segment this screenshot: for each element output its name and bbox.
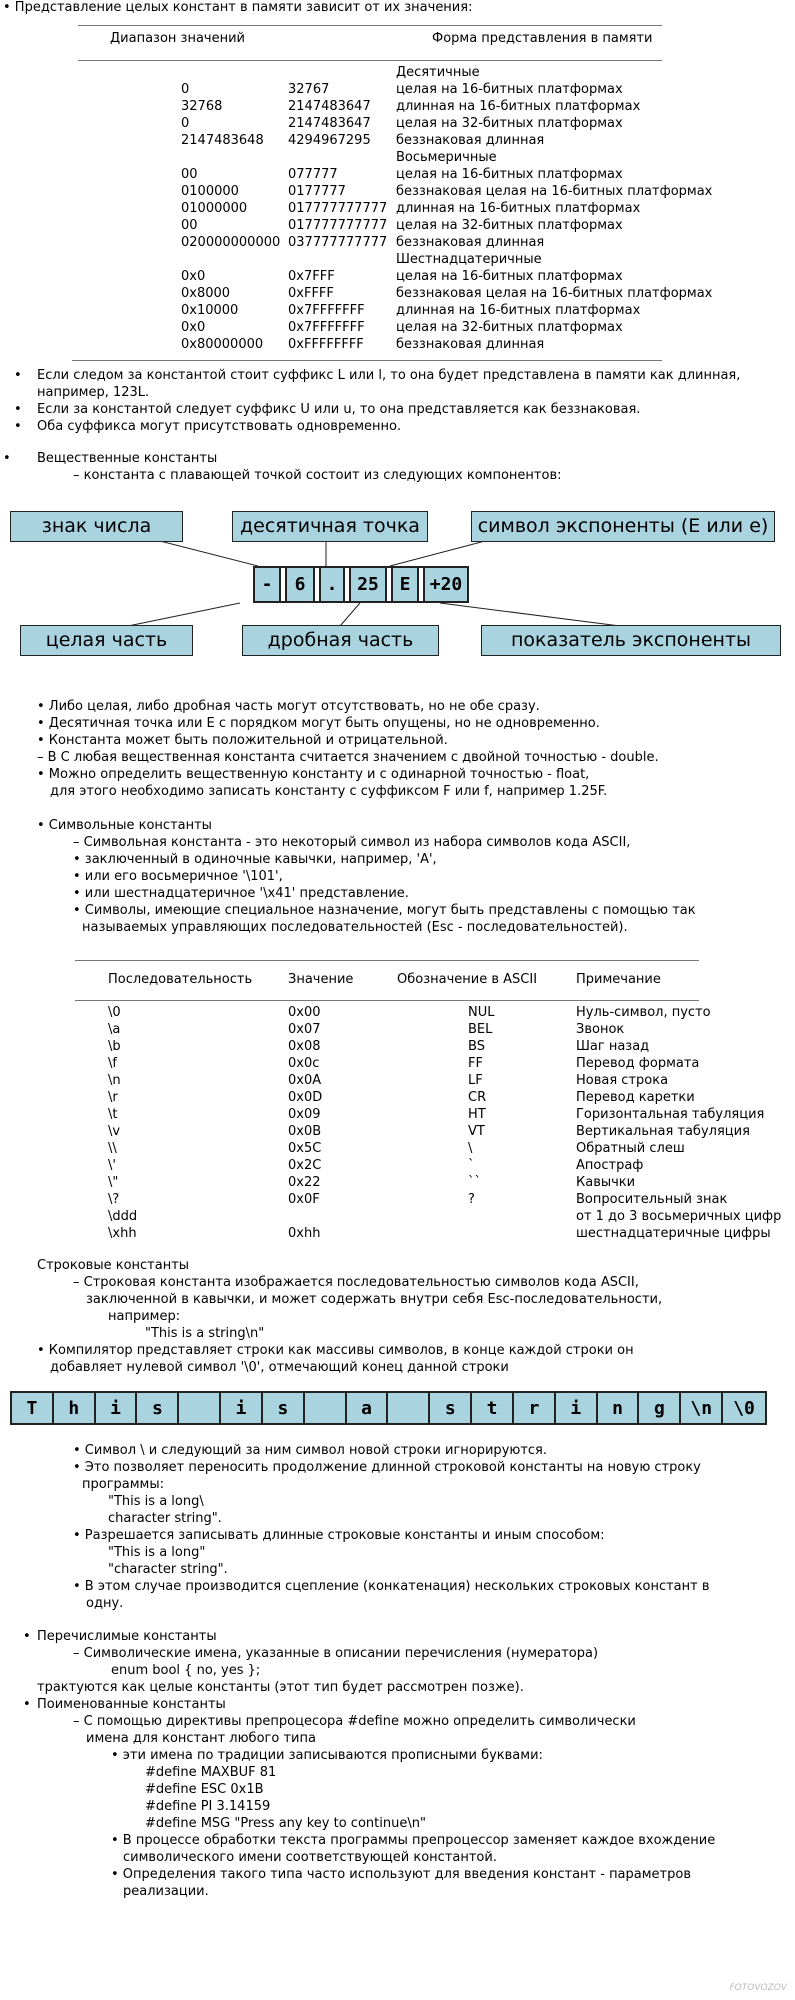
string-cell: r <box>514 1393 556 1423</box>
esc-value: 0x5C <box>288 1141 322 1156</box>
label-sign: знак числа <box>10 511 183 542</box>
esc-seq: \t <box>108 1107 118 1122</box>
named-line: • Определения такого типа часто используют для введения констант - параметров <box>111 1867 691 1882</box>
int-form: длинная на 16-битных платформах <box>396 303 641 318</box>
esc-note: Обратный слеш <box>576 1141 685 1156</box>
int-form: беззнаковая длинная <box>396 133 545 148</box>
string-note: • Это позволяет переносить продолжение длинной строковой константы на новую строку <box>73 1460 701 1475</box>
bullet-dot: • <box>14 419 22 434</box>
esc-note: Шаг назад <box>576 1039 650 1054</box>
int-range-to: 0xFFFFFFFF <box>288 337 364 352</box>
esc-value: 0x0D <box>288 1090 323 1105</box>
label-int-part: целая часть <box>20 625 193 656</box>
int-range-to: 017777777777 <box>288 218 388 233</box>
esc-note: Новая строка <box>576 1073 669 1088</box>
bullet-dot: • <box>14 368 22 383</box>
string-cell: g <box>640 1393 682 1423</box>
esc-header-ascii: Обозначение в ASCII <box>397 972 538 987</box>
esc-value: 0x0F <box>288 1192 320 1207</box>
int-form: целая на 16-битных платформах <box>396 82 623 97</box>
int-range-from: 32768 <box>181 99 223 114</box>
enum-line: трактуются как целые константы (этот тип будет рассмотрен позже). <box>37 1680 524 1695</box>
string-cell: t <box>472 1393 514 1423</box>
esc-seq: \n <box>108 1073 121 1088</box>
string-note: • В этом случае производится сцепление (конкатенация) нескольких строковых констант в <box>73 1579 710 1594</box>
esc-seq: \f <box>108 1056 117 1071</box>
int-range-from: 00 <box>181 167 198 182</box>
int-range-from: 0 <box>181 116 190 131</box>
esc-note: Перевод формата <box>576 1056 700 1071</box>
char-line: называемых управляющих последовательностей (Esc - последовательностей). <box>82 920 628 935</box>
int-range-from: 00 <box>181 218 198 233</box>
int-section-label: Десятичные <box>396 65 480 80</box>
esc-seq: \v <box>108 1124 121 1139</box>
int-range-from: 0x80000000 <box>181 337 264 352</box>
int-table-header-form: Форма представления в памяти <box>432 31 653 46</box>
esc-seq: \r <box>108 1090 118 1105</box>
char-line: • заключенный в одиночные кавычки, например, 'A', <box>73 852 437 867</box>
string-cell: i <box>556 1393 598 1423</box>
string-cell: i <box>96 1393 138 1423</box>
named-title: Поименованные константы <box>37 1697 226 1712</box>
string-line: • Компилятор представляет строки как массивы символов, в конце каждой строки он <box>37 1343 634 1358</box>
int-range-to: 2147483647 <box>288 99 371 114</box>
char-line: • Символы, имеющие специальное назначение, могут быть представлены с помощью так <box>73 903 696 918</box>
string-cell: \n <box>681 1393 723 1423</box>
int-range-to: 017777777777 <box>288 201 388 216</box>
esc-seq: \a <box>108 1022 121 1037</box>
int-section-label: Восьмеричные <box>396 150 497 165</box>
esc-table-header-rule <box>75 1000 699 1001</box>
esc-note: Горизонтальная табуляция <box>576 1107 765 1122</box>
string-cell: s <box>263 1393 305 1423</box>
string-note: "character string". <box>108 1562 228 1577</box>
esc-note: Апостраф <box>576 1158 644 1173</box>
int-range-from: 0x8000 <box>181 286 231 301</box>
int-form: беззнаковая целая на 16-битных платформах <box>396 286 713 301</box>
define-line: #define PI 3.14159 <box>145 1799 271 1814</box>
esc-note: шестнадцатеричные цифры <box>576 1226 771 1241</box>
int-form: длинная на 16-битных платформах <box>396 201 641 216</box>
named-line: • В процессе обработки текста программы препроцессор заменяет каждое вхождение <box>111 1833 716 1848</box>
int-range-to: 2147483647 <box>288 116 371 131</box>
string-line: заключенной в кавычки, и может содержать внутри себя Esc-последовательности, <box>86 1292 663 1307</box>
label-exponent-symbol: символ экспоненты (E или e) <box>471 511 775 542</box>
suffix-line: Оба суффикса могут присутствовать одновременно. <box>37 419 402 434</box>
int-section-label: Шестнадцатеричные <box>396 252 542 267</box>
string-line: "This is a string\n" <box>145 1326 265 1341</box>
int-form: беззнаковая длинная <box>396 235 545 250</box>
esc-note: Звонок <box>576 1022 625 1037</box>
esc-seq: \b <box>108 1039 121 1054</box>
int-form: беззнаковая длинная <box>396 337 545 352</box>
esc-ascii: VT <box>468 1124 485 1139</box>
int-range-to: 4294967295 <box>288 133 371 148</box>
char-title: • Символьные константы <box>37 818 212 833</box>
esc-ascii: CR <box>468 1090 487 1105</box>
esc-seq: \' <box>108 1158 116 1173</box>
esc-seq: \xhh <box>108 1226 137 1241</box>
esc-note: Кавычки <box>576 1175 636 1190</box>
int-range-to: 0x7FFFFFFF <box>288 320 365 335</box>
string-cell <box>179 1393 221 1423</box>
int-range-to: 0x7FFF <box>288 269 335 284</box>
int-range-from: 020000000000 <box>181 235 281 250</box>
real-note: для этого необходимо записать константу с суффиксом F или f, например 1.25F. <box>50 784 608 799</box>
int-form: целая на 32-битных платформах <box>396 320 623 335</box>
int-range-to: 0xFFFF <box>288 286 334 301</box>
esc-value: 0x00 <box>288 1005 321 1020</box>
string-note: • Символ \ и следующий за ним символ новой строки игнорируются. <box>73 1443 547 1458</box>
int-form: целая на 16-битных платформах <box>396 167 623 182</box>
number-cell-exp: +20 <box>425 568 467 601</box>
int-form: целая на 16-битных платформах <box>396 269 623 284</box>
string-note: программы: <box>82 1477 165 1492</box>
real-note: – В С любая вещественная константа считается значением с двойной точностью - double. <box>37 750 659 765</box>
esc-note: Перевод каретки <box>576 1090 695 1105</box>
define-line: #define MSG "Press any key to continue\n" <box>145 1816 426 1831</box>
esc-value: 0x0B <box>288 1124 322 1139</box>
real-note: • Десятичная точка или Е с порядком могут быть опущены, но не одновременно. <box>37 716 600 731</box>
int-range-to: 0x7FFFFFFF <box>288 303 365 318</box>
enum-line: enum bool { no, yes }; <box>111 1663 261 1678</box>
label-decimal-point: десятичная точка <box>232 511 428 542</box>
enum-title: Перечислимые константы <box>37 1629 217 1644</box>
named-line: символического имени соответствующей константой. <box>123 1850 497 1865</box>
suffix-line: Если за константой следует суффикс U или u, то она представляется как беззнаковая. <box>37 402 641 417</box>
esc-ascii: FF <box>468 1056 483 1071</box>
string-cell <box>389 1393 431 1423</box>
named-line: • эти имена по традиции записываются прописными буквами: <box>111 1748 543 1763</box>
real-title: Вещественные константы <box>37 451 218 466</box>
esc-ascii: \ <box>468 1141 473 1156</box>
esc-note: Вертикальная табуляция <box>576 1124 750 1139</box>
esc-note: Вопросительный знак <box>576 1192 728 1207</box>
int-range-to: 077777 <box>288 167 338 182</box>
bullet-dot: • <box>14 402 22 417</box>
esc-value: 0x22 <box>288 1175 321 1190</box>
label-frac-part: дробная часть <box>242 625 439 656</box>
string-note: "This is a long" <box>108 1545 206 1560</box>
esc-ascii: ` <box>468 1158 475 1173</box>
number-cell-int: 6 <box>287 568 315 601</box>
esc-note: Нуль-символ, пусто <box>576 1005 711 1020</box>
named-line: – С помощью директивы препроцесора #define можно определить символически <box>73 1714 636 1729</box>
esc-value: 0x0c <box>288 1056 320 1071</box>
suffix-line: Если следом за константой стоит суффикс L или l, то она будет представлена в памяти как длинная, <box>37 368 741 383</box>
label-exponent: показатель экспоненты <box>481 625 781 656</box>
esc-header-value: Значение <box>288 972 354 987</box>
esc-note: от 1 до 3 восьмеричных цифр <box>576 1209 782 1224</box>
define-line: #define ESC 0x1B <box>145 1782 264 1797</box>
int-range-from: 0x0 <box>181 269 206 284</box>
esc-value: 0x2C <box>288 1158 322 1173</box>
char-line: – Символьная константа - это некоторый символ из набора символов кода ASCII, <box>73 835 631 850</box>
int-range-from: 0x0 <box>181 320 206 335</box>
esc-ascii: HT <box>468 1107 486 1122</box>
string-cell: T <box>12 1393 54 1423</box>
string-note: "This is a long\ <box>108 1494 204 1509</box>
bullet-dot: • <box>23 1697 31 1712</box>
esc-value: 0x08 <box>288 1039 321 1054</box>
define-line: #define MAXBUF 81 <box>145 1765 277 1780</box>
esc-seq: \ddd <box>108 1209 138 1224</box>
int-range-to: 32767 <box>288 82 330 97</box>
string-title: Строковые константы <box>37 1258 190 1273</box>
int-range-from: 01000000 <box>181 201 248 216</box>
real-note: • Либо целая, либо дробная часть могут отсутствовать, но не обе сразу. <box>37 699 540 714</box>
bullet-dot: • <box>23 1629 31 1644</box>
string-cell: n <box>598 1393 640 1423</box>
char-line: • или шестнадцатеричное '\x41' представление. <box>73 886 409 901</box>
string-line: например: <box>108 1309 181 1324</box>
int-range-from: 0100000 <box>181 184 239 199</box>
string-note: • Разрешается записывать длинные строковые константы и иным способом: <box>73 1528 605 1543</box>
string-cell <box>305 1393 347 1423</box>
esc-seq: \\ <box>108 1141 117 1156</box>
intro-text: • Представление целых констант в памяти зависит от их значения: <box>3 0 473 15</box>
string-cell: \0 <box>723 1393 765 1423</box>
esc-ascii: NUL <box>468 1005 495 1020</box>
int-table-header-range: Диапазон значений <box>110 31 245 46</box>
esc-value: 0x0A <box>288 1073 322 1088</box>
int-range-to: 037777777777 <box>288 235 388 250</box>
esc-ascii: BS <box>468 1039 485 1054</box>
int-form: длинная на 16-битных платформах <box>396 99 641 114</box>
string-line: – Строковая константа изображается последовательностью символов кода ASCII, <box>73 1275 639 1290</box>
char-line: • или его восьмеричное '\101', <box>73 869 283 884</box>
esc-seq: \0 <box>108 1005 121 1020</box>
number-cell-sign: - <box>255 568 281 601</box>
esc-value: 0x07 <box>288 1022 321 1037</box>
number-cell-frac: 25 <box>351 568 387 601</box>
esc-seq: \" <box>108 1175 119 1190</box>
esc-header-note: Примечание <box>576 972 661 987</box>
int-form: беззнаковая целая на 16-битных платформах <box>396 184 713 199</box>
esc-table-top-rule <box>75 960 699 961</box>
number-cell-point: . <box>321 568 345 601</box>
int-form: целая на 32-битных платформах <box>396 116 623 131</box>
esc-ascii: LF <box>468 1073 483 1088</box>
int-range-from: 2147483648 <box>181 133 264 148</box>
string-array <box>10 1391 767 1425</box>
named-line: реализации. <box>123 1884 209 1899</box>
int-range-from: 0x10000 <box>181 303 239 318</box>
real-subtitle: – константа с плавающей точкой состоит из следующих компонентов: <box>73 468 562 483</box>
string-line: добавляет нулевой символ '\0', отмечающий конец данной строки <box>50 1360 509 1375</box>
esc-header-seq: Последовательность <box>108 972 253 987</box>
real-note: • Можно определить вещественную константу и с одинарной точностью - float, <box>37 767 590 782</box>
esc-seq: \? <box>108 1192 120 1207</box>
real-note: • Константа может быть положительной и отрицательной. <box>37 733 448 748</box>
string-note: одну. <box>86 1596 124 1611</box>
esc-value: 0xhh <box>288 1226 321 1241</box>
number-display <box>253 566 469 603</box>
int-form: целая на 32-битных платформах <box>396 218 623 233</box>
watermark: FOTOVOZOV <box>729 1983 787 1993</box>
enum-line: – Символические имена, указанные в описании перечисления (нумератора) <box>73 1646 599 1661</box>
esc-value: 0x09 <box>288 1107 321 1122</box>
esc-ascii: `` <box>468 1175 481 1190</box>
string-note: character string". <box>108 1511 222 1526</box>
int-range-from: 0 <box>181 82 190 97</box>
number-cell-e: E <box>393 568 419 601</box>
string-cell: h <box>54 1393 96 1423</box>
string-cell: i <box>221 1393 263 1423</box>
string-cell: s <box>138 1393 180 1423</box>
string-cell: s <box>430 1393 472 1423</box>
esc-ascii: ? <box>468 1192 475 1207</box>
int-range-to: 0177777 <box>288 184 346 199</box>
bullet-dot: • <box>3 451 11 466</box>
named-line: имена для констант любого типа <box>86 1731 316 1746</box>
suffix-line: например, 123L. <box>37 385 150 400</box>
esc-ascii: BEL <box>468 1022 493 1037</box>
string-cell: a <box>347 1393 389 1423</box>
